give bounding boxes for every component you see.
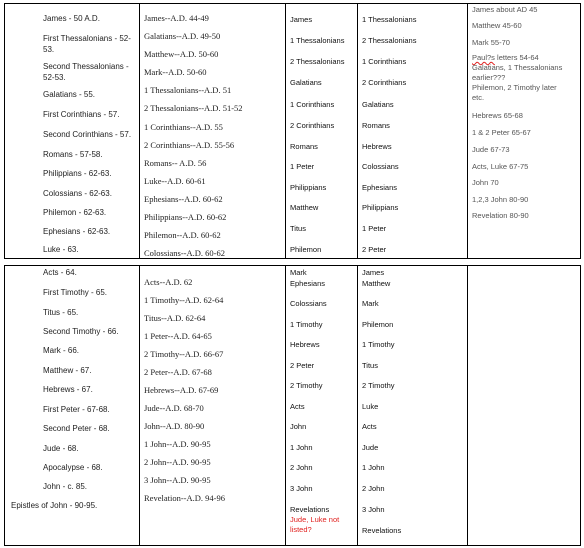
date-entry: Titus--A.D. 62-64: [144, 313, 206, 323]
book-entry: 1 Peter: [290, 162, 315, 171]
date-note: Jude 67-73: [472, 145, 510, 154]
top-dating-table: [4, 3, 581, 259]
date-entry: Hebrews--A.D. 67-69: [144, 385, 219, 395]
date-note: 1 & 2 Peter 65-67: [472, 128, 531, 137]
date-entry: 2 Peter--A.D. 67-68: [144, 367, 212, 377]
date-entry: Philemon--A.D. 60-62: [144, 230, 221, 240]
book-entry: Acts: [362, 422, 377, 431]
column-1-cell: [5, 4, 140, 259]
book-entry: 1 Corinthians: [290, 100, 335, 109]
book-entry: Philippians: [362, 203, 399, 212]
column-4-cell: [358, 266, 468, 546]
date-note: Acts, Luke 67-75: [472, 162, 529, 171]
book-entry: Philemon: [290, 245, 322, 254]
book-entry: Philippians: [290, 183, 327, 192]
book-entry: Revelations: [362, 526, 402, 535]
book-entry: Colossians: [362, 162, 399, 171]
book-entry: Galatians: [362, 100, 394, 109]
book-entry: Luke: [362, 402, 379, 411]
date-entry: Romans - 57-58.: [43, 150, 103, 159]
book-entry: 1 Timothy: [362, 340, 395, 349]
date-entry: Ephesians--A.D. 60-62: [144, 194, 223, 204]
book-entry: Philemon: [362, 320, 394, 329]
date-entry: 1 Peter--A.D. 64-65: [144, 331, 212, 341]
book-entry: John: [290, 422, 307, 431]
book-entry: Colossians: [290, 299, 327, 308]
date-note: Galatians, 1 Thessalonians: [472, 63, 563, 72]
date-entry: Jude - 68.: [43, 444, 79, 453]
book-entry: 1 Corinthians: [362, 57, 407, 66]
book-entry: 1 John: [290, 443, 313, 452]
column-2-cell: [140, 4, 286, 259]
date-entry: First Thessalonians - 52-53.: [43, 34, 131, 54]
book-entry: Matthew: [290, 203, 319, 212]
book-entry: 2 Thessalonians: [290, 57, 345, 66]
book-entry: 1 John: [362, 463, 385, 472]
book-entry: Titus: [362, 361, 378, 370]
date-entry: James - 50 A.D.: [43, 14, 100, 23]
date-entry: James--A.D. 44-49: [144, 13, 209, 23]
book-entry: Hebrews: [290, 340, 320, 349]
date-note: etc.: [472, 93, 485, 102]
book-entry: 1 Peter: [362, 224, 387, 233]
date-entry: John--A.D. 80-90: [144, 421, 205, 431]
book-entry: 3 John: [290, 484, 313, 493]
book-entry: 2 Thessalonians: [362, 36, 417, 45]
date-entry: Titus - 65.: [43, 308, 79, 317]
book-entry: 3 John: [362, 505, 385, 514]
date-entry: Romans-- A.D. 56: [144, 158, 207, 168]
book-entry: Ephesians: [290, 279, 326, 288]
book-entry: Jude: [362, 443, 379, 452]
book-entry: Hebrews: [362, 142, 392, 151]
date-entry: Colossians - 62-63.: [43, 189, 112, 198]
book-entry: 2 Timothy: [290, 381, 323, 390]
book-entry: 2 Peter: [290, 361, 315, 370]
date-entry: Second Timothy - 66.: [43, 327, 119, 336]
column-1-cell: [5, 266, 140, 546]
date-entry: First Corinthians - 57.: [43, 110, 120, 119]
date-entry: Matthew - 67.: [43, 366, 92, 375]
book-entry: Ephesians: [362, 183, 398, 192]
date-entry: Mark - 66.: [43, 346, 80, 355]
book-entry: Matthew: [362, 279, 391, 288]
date-entry: Jude--A.D. 68-70: [144, 403, 204, 413]
book-entry: 1 Thessalonians: [362, 15, 417, 24]
date-entry: Mark--A.D. 50-60: [144, 67, 207, 77]
column-5-cell: [468, 266, 581, 546]
book-entry: 2 John: [290, 463, 313, 472]
missing-books-note: listed?: [290, 525, 312, 534]
date-note: Paul?s letters 54-64: [472, 53, 539, 62]
book-entry: Romans: [290, 142, 318, 151]
date-entry: Second Corinthians - 57.: [43, 130, 132, 139]
date-entry: Galatians - 55.: [43, 90, 96, 99]
date-entry: Philemon - 62-63.: [43, 208, 107, 217]
book-entry: 2 Peter: [362, 245, 387, 254]
date-entry: First Timothy - 65.: [43, 288, 108, 297]
date-entry: Revelation--A.D. 94-96: [144, 493, 225, 503]
column-4-cell: [358, 4, 468, 259]
bottom-dating-table: [4, 265, 581, 546]
date-note: Matthew 45-60: [472, 21, 522, 30]
column-3-cell: [286, 266, 358, 546]
book-entry: James: [362, 268, 385, 277]
book-entry: Revelations: [290, 505, 330, 514]
date-entry: Acts - 64.: [43, 268, 77, 277]
date-note: earlier???: [472, 73, 506, 82]
missing-books-note: Jude, Luke not: [290, 515, 340, 524]
column-5-cell: [468, 4, 581, 259]
column-3-cell: [286, 4, 358, 259]
date-entry: Colossians--A.D. 60-62: [144, 248, 225, 258]
book-entry: Galatians: [290, 78, 322, 87]
date-entry: Philippians - 62-63.: [43, 169, 112, 178]
book-entry: Titus: [290, 224, 306, 233]
date-entry: 1 Thessalonians--A.D. 51: [144, 85, 232, 95]
date-entry: 2 Timothy--A.D. 66-67: [144, 349, 224, 359]
date-entry: Galatians--A.D. 49-50: [144, 31, 221, 41]
book-entry: 2 John: [362, 484, 385, 493]
date-entry: 3 John--A.D. 90-95: [144, 475, 211, 485]
book-entry: 1 Timothy: [290, 320, 323, 329]
date-note: Mark 55-70: [472, 38, 510, 47]
date-entry: Philippians--A.D. 60-62: [144, 212, 227, 222]
book-entry: James: [290, 15, 313, 24]
date-note: Philemon, 2 Timothy later: [472, 83, 557, 92]
date-entry: Apocalypse - 68.: [43, 463, 103, 472]
date-entry: Second Peter - 68.: [43, 424, 110, 433]
date-note: John 70: [472, 178, 499, 187]
date-entry: Matthew--A.D. 50-60: [144, 49, 219, 59]
date-entry: First Peter - 67-68.: [43, 405, 110, 414]
date-entry: Ephesians - 62-63.: [43, 227, 111, 236]
date-entry: Second Thessalonians - 52-53.: [43, 62, 129, 82]
date-entry: 2 Corinthians--A.D. 55-56: [144, 140, 235, 150]
book-entry: Romans: [362, 121, 390, 130]
date-note: 1,2,3 John 80-90: [472, 195, 529, 204]
date-entry: 1 Corinthians--A.D. 55: [144, 122, 223, 132]
flagged-word: Paul?s: [472, 53, 495, 62]
date-entry: 2 John--A.D. 90-95: [144, 457, 211, 467]
book-entry: 2 Corinthians: [290, 121, 335, 130]
date-note: Revelation 80-90: [472, 211, 529, 220]
book-entry: 2 Timothy: [362, 381, 395, 390]
date-entry: Acts--A.D. 62: [144, 277, 193, 287]
date-entry: John - c. 85.: [43, 482, 88, 491]
date-note: James about AD 45: [472, 5, 538, 14]
book-entry: 2 Corinthians: [362, 78, 407, 87]
date-entry: 1 John--A.D. 90-95: [144, 439, 211, 449]
date-entry: Luke - 63.: [43, 245, 79, 254]
date-entry: Luke--A.D. 60-61: [144, 176, 206, 186]
book-entry: Mark: [290, 268, 307, 277]
book-entry: 1 Thessalonians: [290, 36, 345, 45]
date-entry: Epistles of John - 90-95.: [11, 501, 98, 510]
date-entry: Hebrews - 67.: [43, 385, 93, 394]
book-entry: Mark: [362, 299, 379, 308]
column-2-cell: [140, 266, 286, 546]
date-entry: 2 Thessalonians--A.D. 51-52: [144, 103, 243, 113]
date-note: Hebrews 65-68: [472, 111, 523, 120]
date-entry: 1 Timothy--A.D. 62-64: [144, 295, 224, 305]
book-entry: Acts: [290, 402, 305, 411]
